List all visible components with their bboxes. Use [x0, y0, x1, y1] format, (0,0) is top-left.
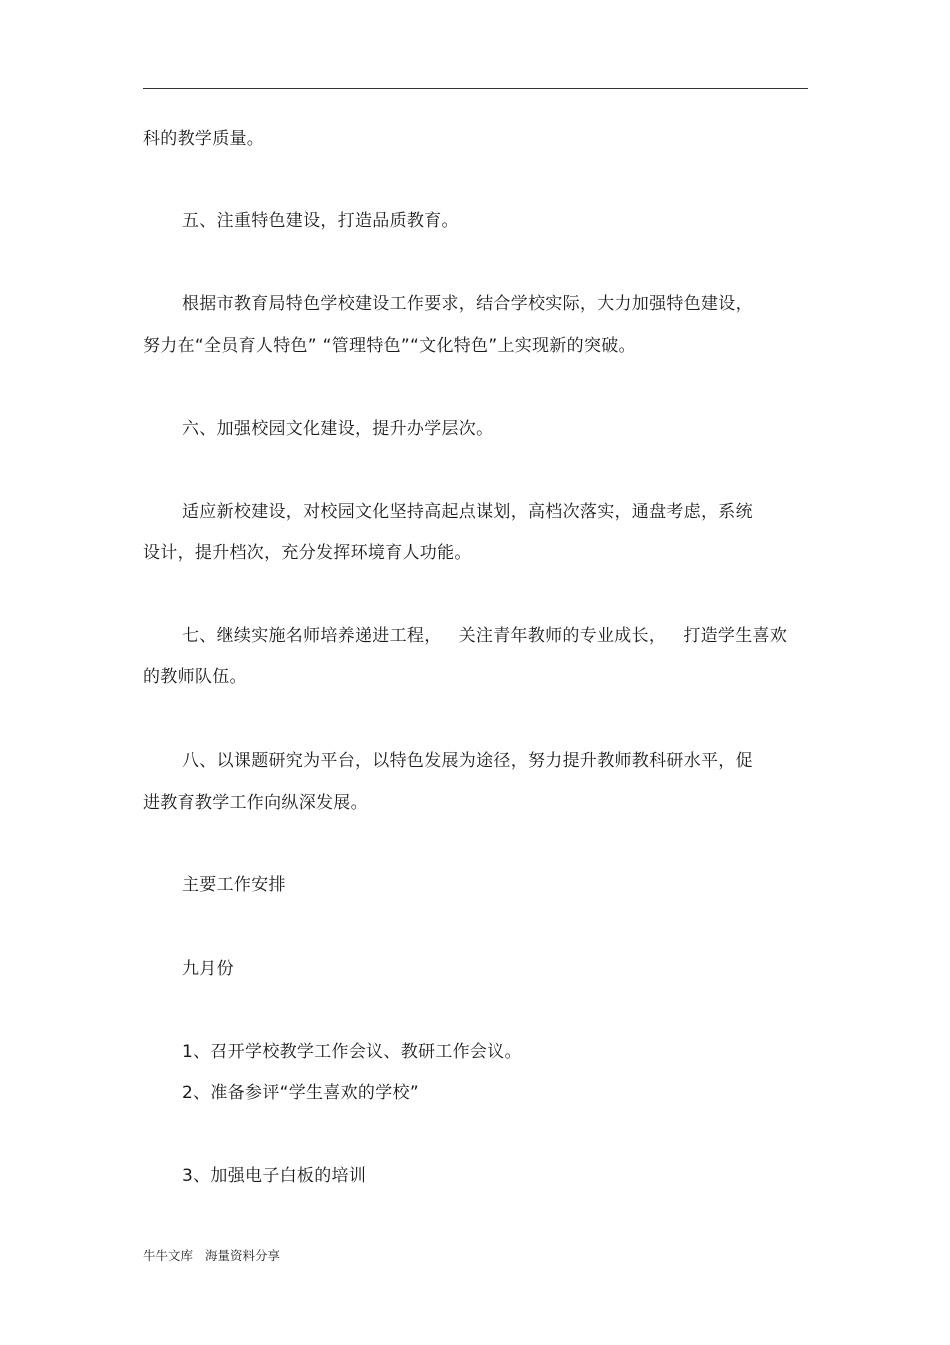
section-heading: 七、继续实施名师培养递进工程， 关注青年教师的专业成长， 打造学生喜欢: [182, 626, 788, 646]
paragraph-line: 科的教学质量。: [143, 129, 265, 149]
list-item: 1、召开学校教学工作会议、教研工作会议。: [182, 1042, 522, 1062]
list-item: 3、加强电子白板的培训: [182, 1166, 367, 1186]
paragraph-line: 设计，提升档次，充分发挥环境育人功能。: [143, 543, 472, 563]
list-item: 2、准备参评“学生喜欢的学校”: [182, 1083, 419, 1103]
section-heading: 五、注重特色建设，打造品质教育。: [182, 211, 459, 231]
month-title: 九月份: [182, 959, 234, 979]
page-footer: [143, 1248, 280, 1264]
paragraph-line: 努力在“全员育人特色” “管理特色”“文化特色”上实现新的突破。: [143, 336, 636, 356]
section-heading: 六、加强校园文化建设，提升办学层次。: [182, 419, 494, 439]
header-rule: [143, 88, 808, 89]
subsection-title: 主要工作安排: [182, 875, 286, 895]
paragraph-line: 进教育教学工作向纵深发展。: [143, 793, 368, 813]
paragraph-line: 的教师队伍。: [143, 667, 247, 687]
paragraph-line: 根据市教育局特色学校建设工作要求，结合学校实际，大力加强特色建设，: [182, 294, 753, 314]
section-heading: 八、以课题研究为平台，以特色发展为途径，努力提升教师教科研水平，促: [182, 751, 753, 771]
footer-site-name: 牛牛文库: [143, 1248, 194, 1263]
footer-slogan: 海量资料分享: [205, 1248, 281, 1263]
paragraph-line: 适应新校建设，对校园文化坚持高起点谋划，高档次落实，通盘考虑，系统: [182, 502, 753, 522]
